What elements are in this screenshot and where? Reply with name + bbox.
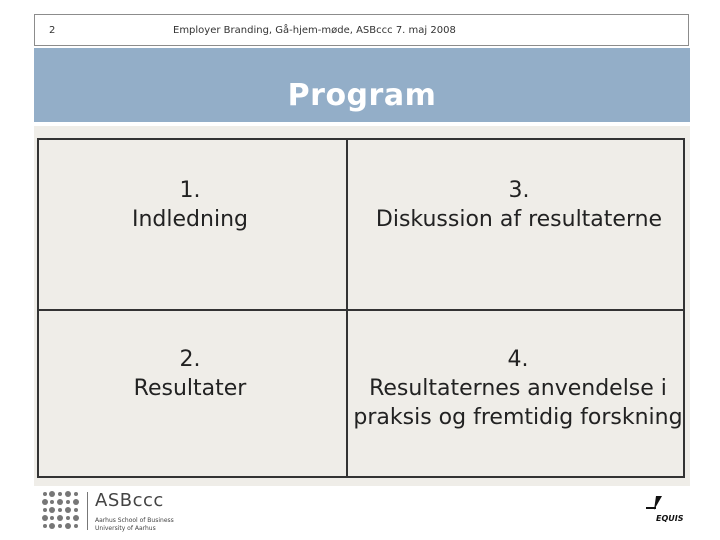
program-item-4 [348, 345, 688, 432]
header-text: Employer Branding, Gå-hjem-møde, ASBccc 7. maj 2008 [173, 25, 456, 36]
slide-header [34, 14, 689, 46]
program-item-3 [354, 176, 684, 234]
title-band [34, 48, 690, 122]
item-label: Diskussion af resultaterne [375, 207, 663, 232]
page-number: 2 [49, 25, 56, 36]
logo-subtitle-2: University of Aarhus [95, 525, 156, 532]
dot-matrix-icon [40, 490, 84, 530]
equis-logo [640, 494, 690, 534]
item-number: 4. [507, 347, 529, 372]
program-item-2 [79, 345, 301, 403]
item-label: Resultater [133, 376, 247, 401]
logo-divider [87, 492, 88, 530]
item-label: Resultaternes anvendelse i praksis og fremtidig forskning [353, 376, 683, 430]
logo-name: ASBccc [95, 490, 164, 511]
program-item-1 [79, 176, 301, 234]
grid-divider-horizontal [39, 309, 683, 311]
asbccc-logo [40, 490, 200, 534]
logo-subtitle-1: Aarhus School of Business [95, 517, 174, 524]
item-number: 3. [508, 178, 530, 203]
program-grid [37, 138, 685, 478]
item-number: 1. [179, 178, 201, 203]
item-label: Indledning [132, 207, 248, 232]
slide-title: Program [287, 78, 437, 113]
equis-text: EQUIS [656, 514, 684, 523]
item-number: 2. [179, 347, 201, 372]
